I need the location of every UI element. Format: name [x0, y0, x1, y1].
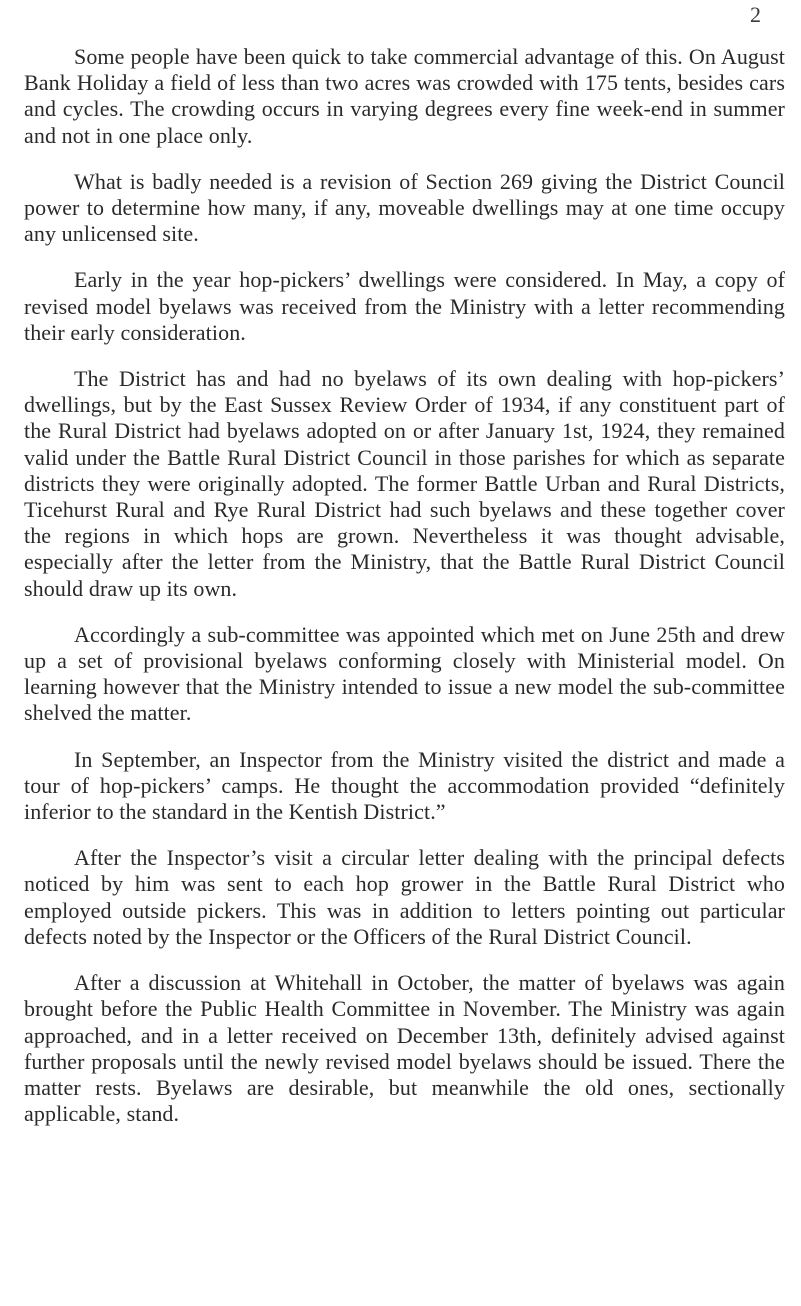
- paragraph-3: Early in the year hop-pickers’ dwellings were considered. In May, a copy of revised model byelaws was received from the Ministry with a letter recommending their early consideration.: [24, 267, 785, 345]
- page-number: 2: [750, 2, 761, 27]
- paragraph-1: Some people have been quick to take commercial advantage of this. On August Bank Holiday a field of less than two acres was crowded with 175 tents, besides cars and cycles. The crowding occurs in varying degrees every fine week-end in summer and not in one place only.: [24, 44, 785, 148]
- paragraph-8: After a discussion at Whitehall in October, the matter of byelaws was again brought before the Public Health Committee in November. The Ministry was again approached, and in a letter received on December 13th, definitely advised against further proposals until the newly revised model byelaws should be issued. There the matter rests. Byelaws are desirable, but meanwhile the old ones, sectionally applicable, stand.: [24, 970, 785, 1127]
- body-text: [24, 44, 785, 1147]
- paragraph-2: What is badly needed is a revision of Section 269 giving the District Council power to determine how many, if any, moveable dwellings may at one time occupy any unlicensed site.: [24, 168, 785, 247]
- paragraph-7: After the Inspector’s visit a circular letter dealing with the principal defects noticed by him was sent to each hop grower in the Battle Rural District who employed outside pickers. This was in addition to letters pointing out particular defects noted by the Inspector or the Officers of the Rural District Council.: [24, 845, 785, 949]
- paragraph-6: In September, an Inspector from the Ministry visited the district and made a tour of hop-pickers’ camps. He thought the accommodation provided “definitely inferior to the standard in the Kentish District.”: [24, 746, 785, 825]
- paragraph-4: The District has and had no byelaws of its own dealing with hop-pickers’ dwellings, but by the East Sussex Review Order of 1934, if any constituent part of the Rural District had byelaws adopted on or after January 1st, 1924, they remained valid under the Battle Rural District Council in those parishes for which as separate districts they were originally adopted. The former Battle Urban and Rural Districts, Ticehurst Rural and Rye Rural District had such byelaws and these together cover the regions in which hops are grown. Nevertheless it was thought advisable, especially after the letter from the Ministry, that the Battle Rural District Council should draw up its own.: [24, 366, 785, 601]
- paragraph-5: Accordingly a sub-committee was appointed which met on June 25th and drew up a set of provisional byelaws conforming closely with Ministerial model. On learning however that the Ministry intended to issue a new model the sub-committee shelved the matter.: [24, 621, 785, 726]
